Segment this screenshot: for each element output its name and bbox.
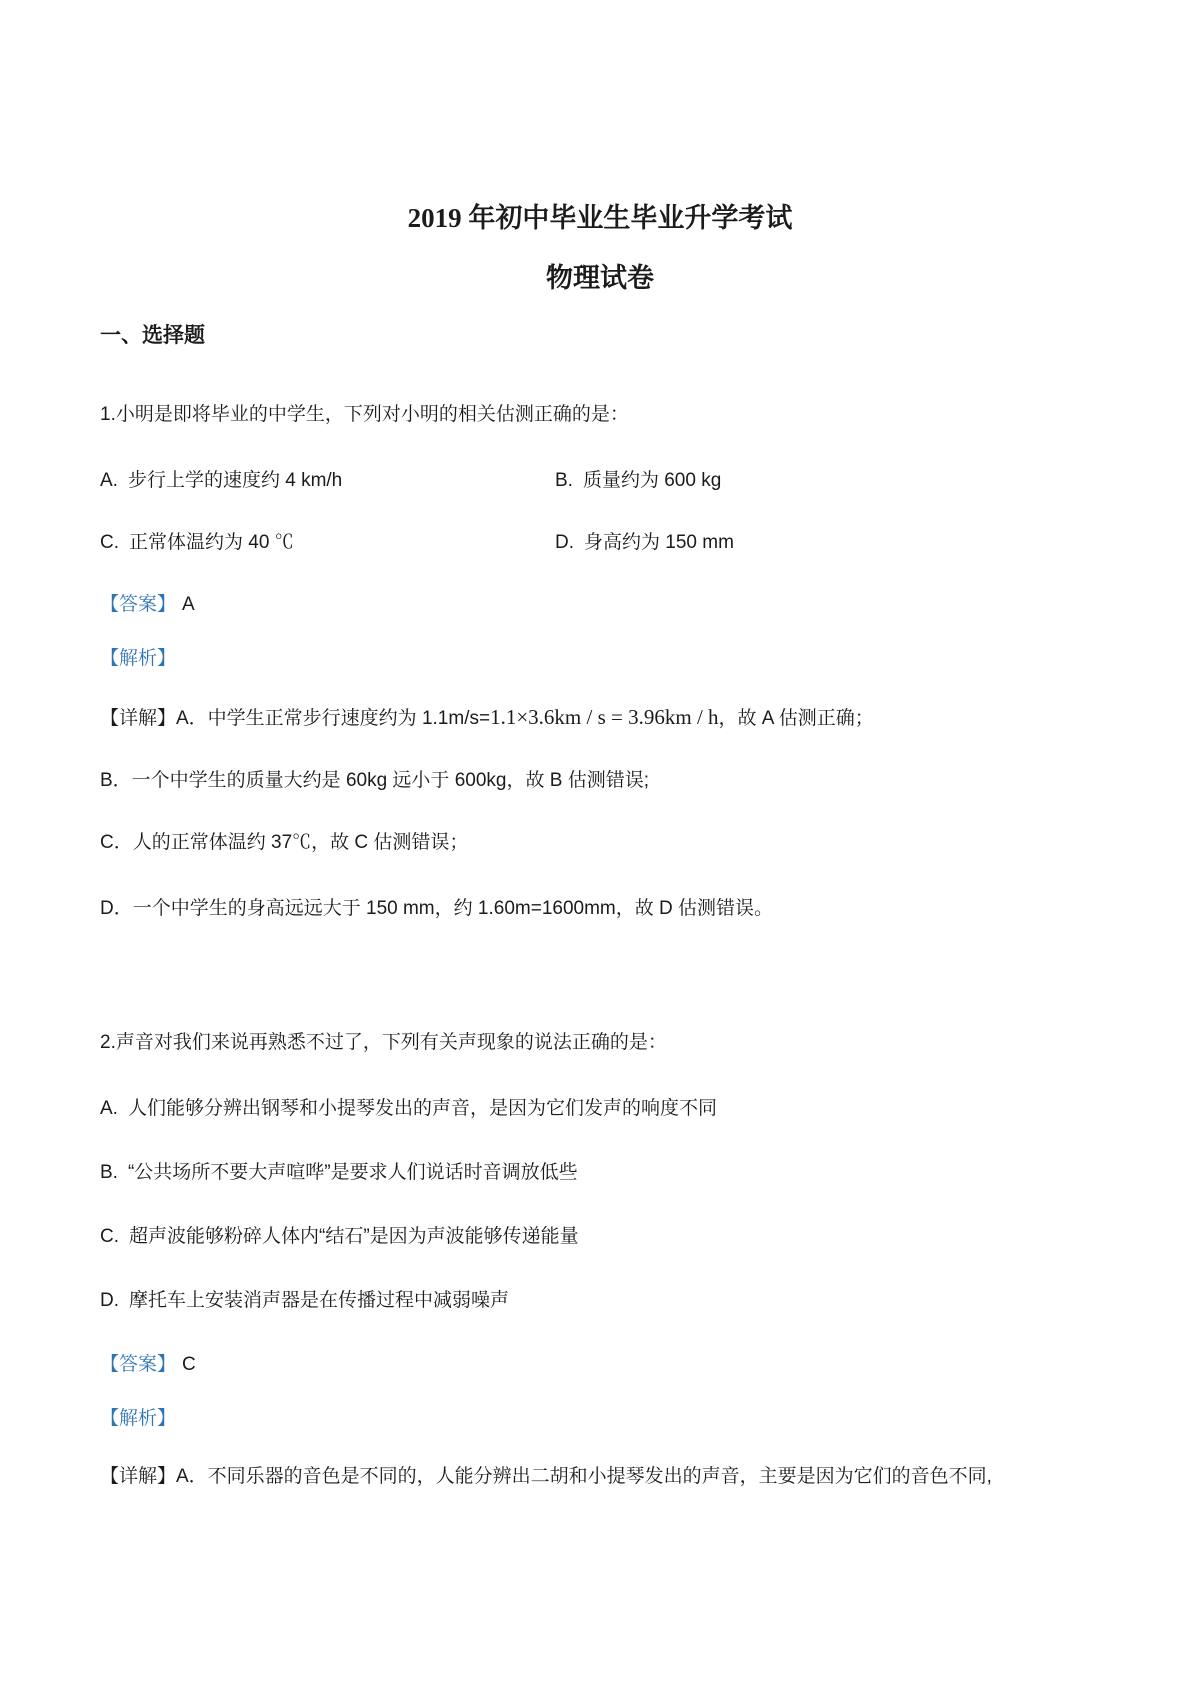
detail-math: 1.1×3.6km / s = 3.96km / h [490,705,719,729]
question-1-detail-d [100,896,1100,922]
detail-text: ，故 A 估测正确； [718,708,874,729]
option-text: 超声波能够粉碎人体内“结石”是因为声波能够传递能量 [129,1226,579,1247]
detail-text: 【详解】A．中学生正常步行速度约为 1.1m/s= [100,708,491,729]
option-text: 步行上学的速度约 4 km/h [127,470,343,491]
option-text: “公共场所不要大声喧哗”是要求人们说话时音调放低些 [127,1162,578,1183]
question-1-option-c [100,530,555,556]
question-1-option-b [555,468,1100,494]
question-2-stem: 2.声音对我们来说再熟悉不过了，下列有关声现象的说法正确的是： [100,1032,667,1053]
question-1-detail-c [100,830,1100,856]
question-1-stem: 1.小明是即将毕业的中学生，下列对小明的相关估测正确的是： [100,404,629,425]
question-1-answer-line [100,592,1100,618]
question-2-option-c [100,1224,1100,1250]
question-1-options-row-1 [100,468,1100,494]
option-text: 身高约为 150 mm [584,532,734,553]
detail-text: D．一个中学生的身高远远大于 150 mm，约 1.60m=1600mm，故 D 估测错误。 [100,898,774,919]
option-text: 人们能够分辨出钢琴和小提琴发出的声音，是因为它们发声的响度不同 [127,1098,717,1119]
option-label: C. [100,532,119,553]
section-heading: 一、选择题 [100,324,205,347]
question-1-detail-a [100,704,1100,732]
question-2-answer-line [100,1352,1100,1378]
answer-label: 【答案】 [100,1354,177,1375]
option-label: A. [100,1098,118,1119]
exam-subtitle: 物理试卷 [546,263,654,293]
question-2-option-d [100,1288,1100,1314]
option-label: D. [555,532,574,553]
question-1-option-d [555,530,1100,556]
question-1-options-row-2 [100,530,1100,556]
option-text: 摩托车上安装消声器是在传播过程中减弱噪声 [129,1290,510,1311]
option-label: B. [100,1162,118,1183]
question-2-detail-a [100,1464,1100,1490]
detail-text: C．人的正常体温约 37℃，故 C 估测错误； [100,832,469,853]
answer-label: 【答案】 [100,594,177,615]
answer-value: A [182,594,195,615]
option-label: D. [100,1290,119,1311]
option-label: B. [555,470,573,491]
question-1-option-a [100,468,555,494]
question-2-option-b [100,1160,1100,1186]
analysis-label: 【解析】 [100,648,177,669]
question-1-analysis-line [100,646,1100,672]
question-2-analysis-line [100,1406,1100,1432]
option-text: 正常体温约为 40 ℃ [129,532,294,553]
detail-text: B．一个中学生的质量大约是 60kg 远小于 600kg，故 B 估测错误; [100,770,649,791]
exam-title: 2019 年初中毕业生毕业升学考试 [407,203,793,233]
option-label: C. [100,1226,119,1247]
option-text: 质量约为 600 kg [582,470,722,491]
question-2-option-a [100,1096,1100,1122]
question-1-detail-b [100,768,1100,794]
option-label: A. [100,470,118,491]
detail-text: 【详解】A．不同乐器的音色是不同的，人能分辨出二胡和小提琴发出的声音，主要是因为它们的音色不同, [100,1466,992,1487]
analysis-label: 【解析】 [100,1408,177,1429]
answer-value: C [182,1354,196,1375]
